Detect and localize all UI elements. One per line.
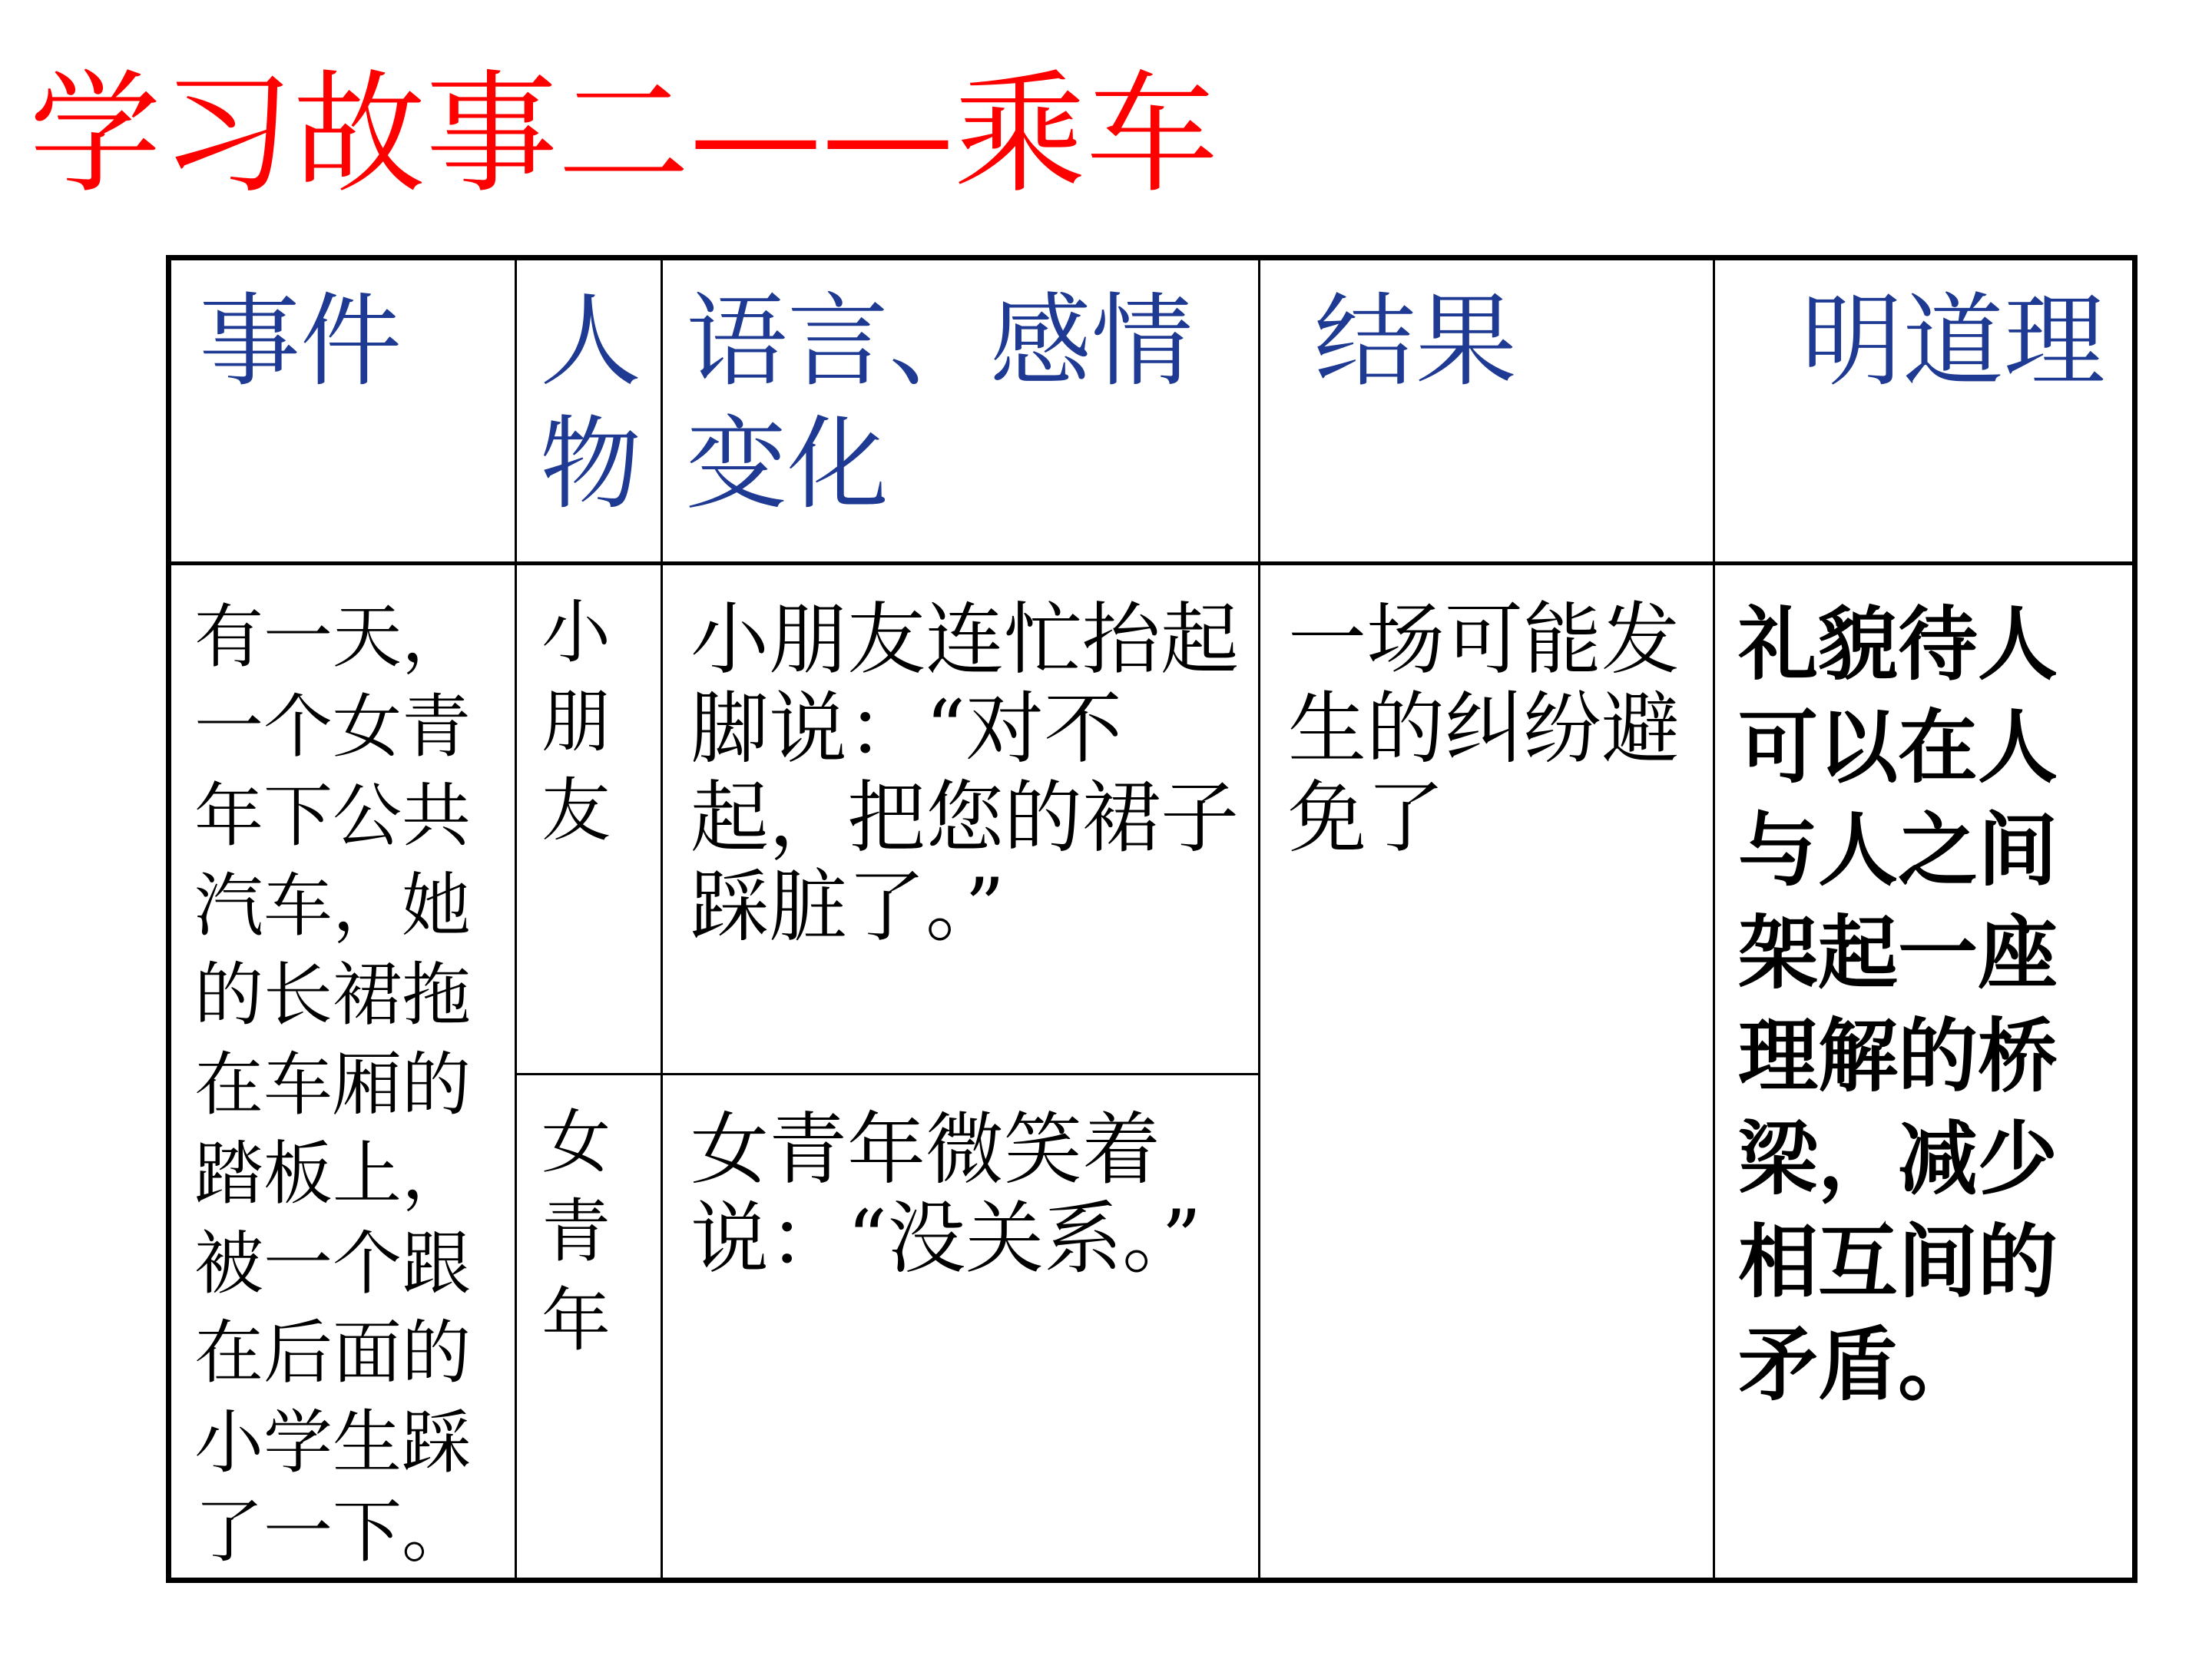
slide-title: 学习故事二——乘车 [29,57,1218,211]
header-cell-language [662,258,1260,564]
result-cell [1260,564,1714,1581]
header-cell-result [1260,258,1714,564]
person-name: 小朋友 [541,592,611,851]
lesson-text: 礼貌待人可以在人与人之间架起一座理解的桥梁，减少相互间的矛盾。 [1738,598,2058,1412]
header-person: 人物 [540,283,641,524]
person-name: 女青年 [541,1101,611,1361]
result-text: 一场可能发生的纠纷避免了 [1288,594,1680,864]
header-row [169,258,2135,564]
header-event: 事件 [199,283,402,401]
header-result: 结果 [1314,283,1517,401]
event-text: 有一天，一个女青年下公共汽车，她的长裙拖在车厢的踏板上，被一个跟在后面的小学生踩了一下。 [194,597,471,1572]
event-cell [169,564,516,1581]
language-cell [662,1074,1260,1580]
table-row [169,564,2135,1075]
header-cell-event [169,258,516,564]
header-lesson: 明道理 [1801,283,2105,401]
person-cell [516,1074,662,1580]
header-language: 语言、感情变化 [686,283,1193,524]
header-cell-lesson [1714,258,2135,564]
language-text: 小朋友连忙抬起脚说：“对不起，把您的裙子踩脏了。” [690,594,1239,953]
lesson-cell [1714,564,2135,1581]
language-text: 女青年微笑着说：“没关系。” [690,1104,1202,1285]
language-cell [662,564,1260,1075]
story-table [166,255,2137,1583]
header-cell-person [516,258,662,564]
person-cell [516,564,662,1075]
